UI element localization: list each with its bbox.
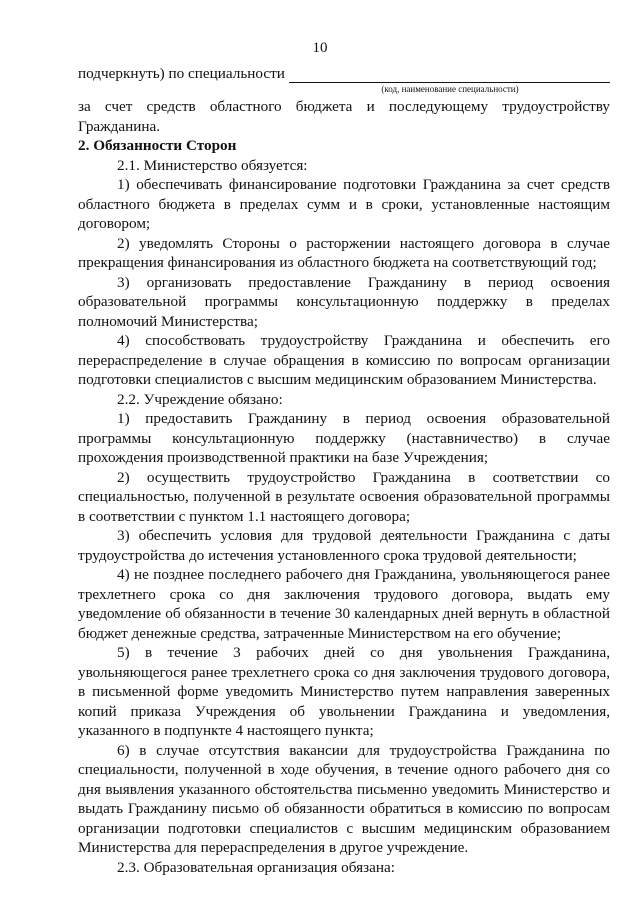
- paragraph: 4) не позднее последнего рабочего дня Гражданина, увольняющегося ранее трехлетнего срока со дня заключения трудового договора, выдать ему уведомление об обязанности в течение 30 календарных дней вернуть в областной бюджет денежные средства, затраченные Министерством на его обучение;: [78, 566, 610, 642]
- fill-caption: (код, наименование специальности): [381, 84, 519, 94]
- paragraph: 2) уведомлять Стороны о расторжении настоящего договора в случае прекращения финансирования из областного бюджета на соответствующий год;: [78, 234, 610, 271]
- intro-paragraph: за счет средств областного бюджета и последующему трудоустройству Гражданина.: [78, 98, 610, 135]
- paragraph: 5) в течение 3 рабочих дней со дня увольнения Гражданина, увольняющегося ранее трехлетнего срока со дня заключения трудового договора, в письменной форме уведомить Министерство путем направления заверенных копий приказа Учреждения об увольнении Гражданина и уведомления, указанного в подпункте 4 настоящего пункта;: [78, 644, 610, 739]
- document-body: [78, 97, 610, 877]
- specialty-blank: [289, 69, 610, 83]
- page-number: 10: [312, 40, 328, 56]
- paragraph: 2.2. Учреждение обязано:: [117, 390, 283, 408]
- paragraph: 3) организовать предоставление Гражданину в период освоения образовательной программы консультационную поддержку в пределах полномочий Министерства;: [78, 273, 610, 330]
- paragraph: 1) обеспечивать финансирование подготовки Гражданина за счет средств областного бюджета в пределах сумм и в сроки, установленные настоящим договором;: [78, 176, 610, 232]
- section-title: 2. Обязанности Сторон: [78, 137, 237, 154]
- paragraph: 1) предоставить Гражданину в период освоения образовательной программы консультационную поддержку (наставничество) в случае прохождения производственной практики на базе Учреждения;: [78, 410, 610, 466]
- paragraph: 2) осуществить трудоустройство Гражданина в соответствии со специальностью, полученной в результате освоения образовательной программы в соответствии с пунктом 1.1 настоящего договора;: [78, 468, 610, 525]
- specialty-fill-line: [78, 65, 610, 83]
- paragraph: 2.3. Образовательная организация обязана:: [117, 858, 395, 876]
- paragraph: 6) в случае отсутствия вакансии для трудоустройства Гражданина по специальности, полученной в ходе обучения, в течение одного рабочего дня со дня выявления указанного обстоятельства письменно уведомить Министерство и выдать Гражданину письмо об обязанности обратиться в комиссию по вопросам организации подготовки специалистов с высшим медицинским образованием Министерства для перераспределения в другое учреждение.: [78, 741, 610, 856]
- paragraph: 4) способствовать трудоустройству Гражданина и обеспечить его перераспределение в случае обращения в комиссию по вопросам организации подготовки специалистов с высшим медицинским образованием Министерства.: [78, 332, 610, 388]
- fill-label: подчеркнуть) по специальности: [78, 65, 285, 82]
- paragraph: 3) обеспечить условия для трудовой деятельности Гражданина с даты трудоустройства до истечения установленного срока трудовой деятельности;: [78, 527, 610, 564]
- paragraph: 2.1. Министерство обязуется:: [117, 156, 308, 174]
